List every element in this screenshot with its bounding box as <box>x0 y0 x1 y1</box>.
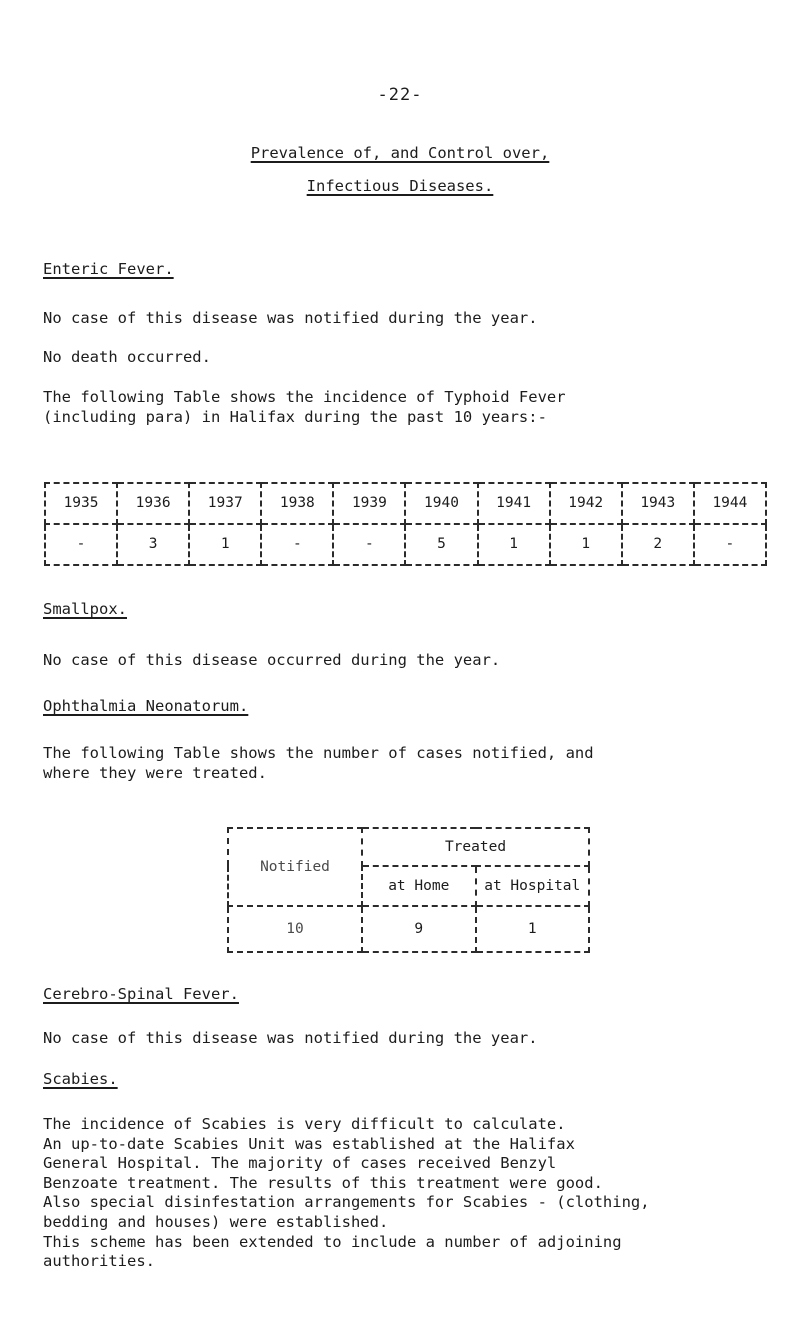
scabies-heading-wrap <box>43 1069 783 1089</box>
typhoid-year-cell: 1938 <box>261 483 333 524</box>
notified-header: Notified <box>228 828 362 906</box>
page-title-line1 <box>0 143 800 163</box>
typhoid-value-cell: 1 <box>478 524 550 565</box>
ophthalmia-values-row <box>228 906 589 952</box>
typhoid-value-cell: 5 <box>405 524 477 565</box>
typhoid-value-cell: 3 <box>117 524 189 565</box>
at-home-value: 9 <box>362 906 476 952</box>
ophthalmia-heading: Ophthalmia Neonatorum. <box>43 697 249 715</box>
typhoid-year-cell: 1939 <box>333 483 405 524</box>
at-hospital-header: at Hospital <box>476 866 590 906</box>
page-title-line2 <box>0 176 800 196</box>
typhoid-year-cell: 1942 <box>550 483 622 524</box>
typhoid-year-cell: 1935 <box>45 483 117 524</box>
typhoid-value-cell: - <box>694 524 766 565</box>
typhoid-year-cell: 1944 <box>694 483 766 524</box>
typhoid-year-cell: 1941 <box>478 483 550 524</box>
enteric-fever-intro: The following Table shows the incidence of Typhoid Fever (including para) in Halifax during the past 10 years:- <box>43 388 566 427</box>
enteric-fever-line1: No case of this disease was notified during the year. <box>43 309 538 327</box>
typhoid-value-cell: - <box>261 524 333 565</box>
typhoid-value-cell: - <box>333 524 405 565</box>
typhoid-year-cell: 1937 <box>189 483 261 524</box>
smallpox-heading-wrap <box>43 599 783 619</box>
enteric-fever-heading-wrap <box>43 259 783 279</box>
smallpox-line1: No case of this disease occurred during the year. <box>43 651 501 669</box>
typhoid-value-cell: 1 <box>189 524 261 565</box>
ophthalmia-table <box>227 827 590 953</box>
at-hospital-value: 1 <box>476 906 590 952</box>
cerebro-spinal-heading-wrap <box>43 984 783 1004</box>
typhoid-value-cell: 1 <box>550 524 622 565</box>
cerebro-spinal-heading: Cerebro-Spinal Fever. <box>43 985 239 1003</box>
typhoid-year-cell: 1936 <box>117 483 189 524</box>
cerebro-spinal-line1: No case of this disease was notified during the year. <box>43 1029 538 1047</box>
typhoid-value-cell: 2 <box>622 524 694 565</box>
ophthalmia-header-row <box>228 828 589 866</box>
typhoid-incidence-table <box>44 482 767 566</box>
typhoid-value-cell: - <box>45 524 117 565</box>
enteric-fever-line2: No death occurred. <box>43 348 211 366</box>
treated-header: Treated <box>362 828 589 866</box>
ophthalmia-intro: The following Table shows the number of cases notified, and where they were treated. <box>43 744 594 783</box>
typhoid-year-cell: 1943 <box>622 483 694 524</box>
ophthalmia-heading-wrap <box>43 696 783 716</box>
page-title-text2: Infectious Diseases. <box>306 177 494 195</box>
scabies-heading: Scabies. <box>43 1070 118 1088</box>
typhoid-values-row <box>45 524 766 565</box>
scabies-text: The incidence of Scabies is very difficult to calculate. An up-to-date Scabies Unit was established at the Halifax General Hospital. The majority of cases received Benzyl Benzoate treatment. The results of this treatment were good. Also special disinfestation arrangements for Scabies - (clothing, bedding and houses) were established. This scheme has been extended to include a number of adjoining authorities. <box>43 1115 650 1271</box>
enteric-fever-heading: Enteric Fever. <box>43 260 174 278</box>
typhoid-year-cell: 1940 <box>405 483 477 524</box>
smallpox-heading: Smallpox. <box>43 600 127 618</box>
at-home-header: at Home <box>362 866 476 906</box>
page-number: -22- <box>377 85 423 105</box>
typhoid-years-row <box>45 483 766 524</box>
notified-value: 10 <box>228 906 362 952</box>
page-title-text1: Prevalence of, and Control over, <box>250 144 550 162</box>
